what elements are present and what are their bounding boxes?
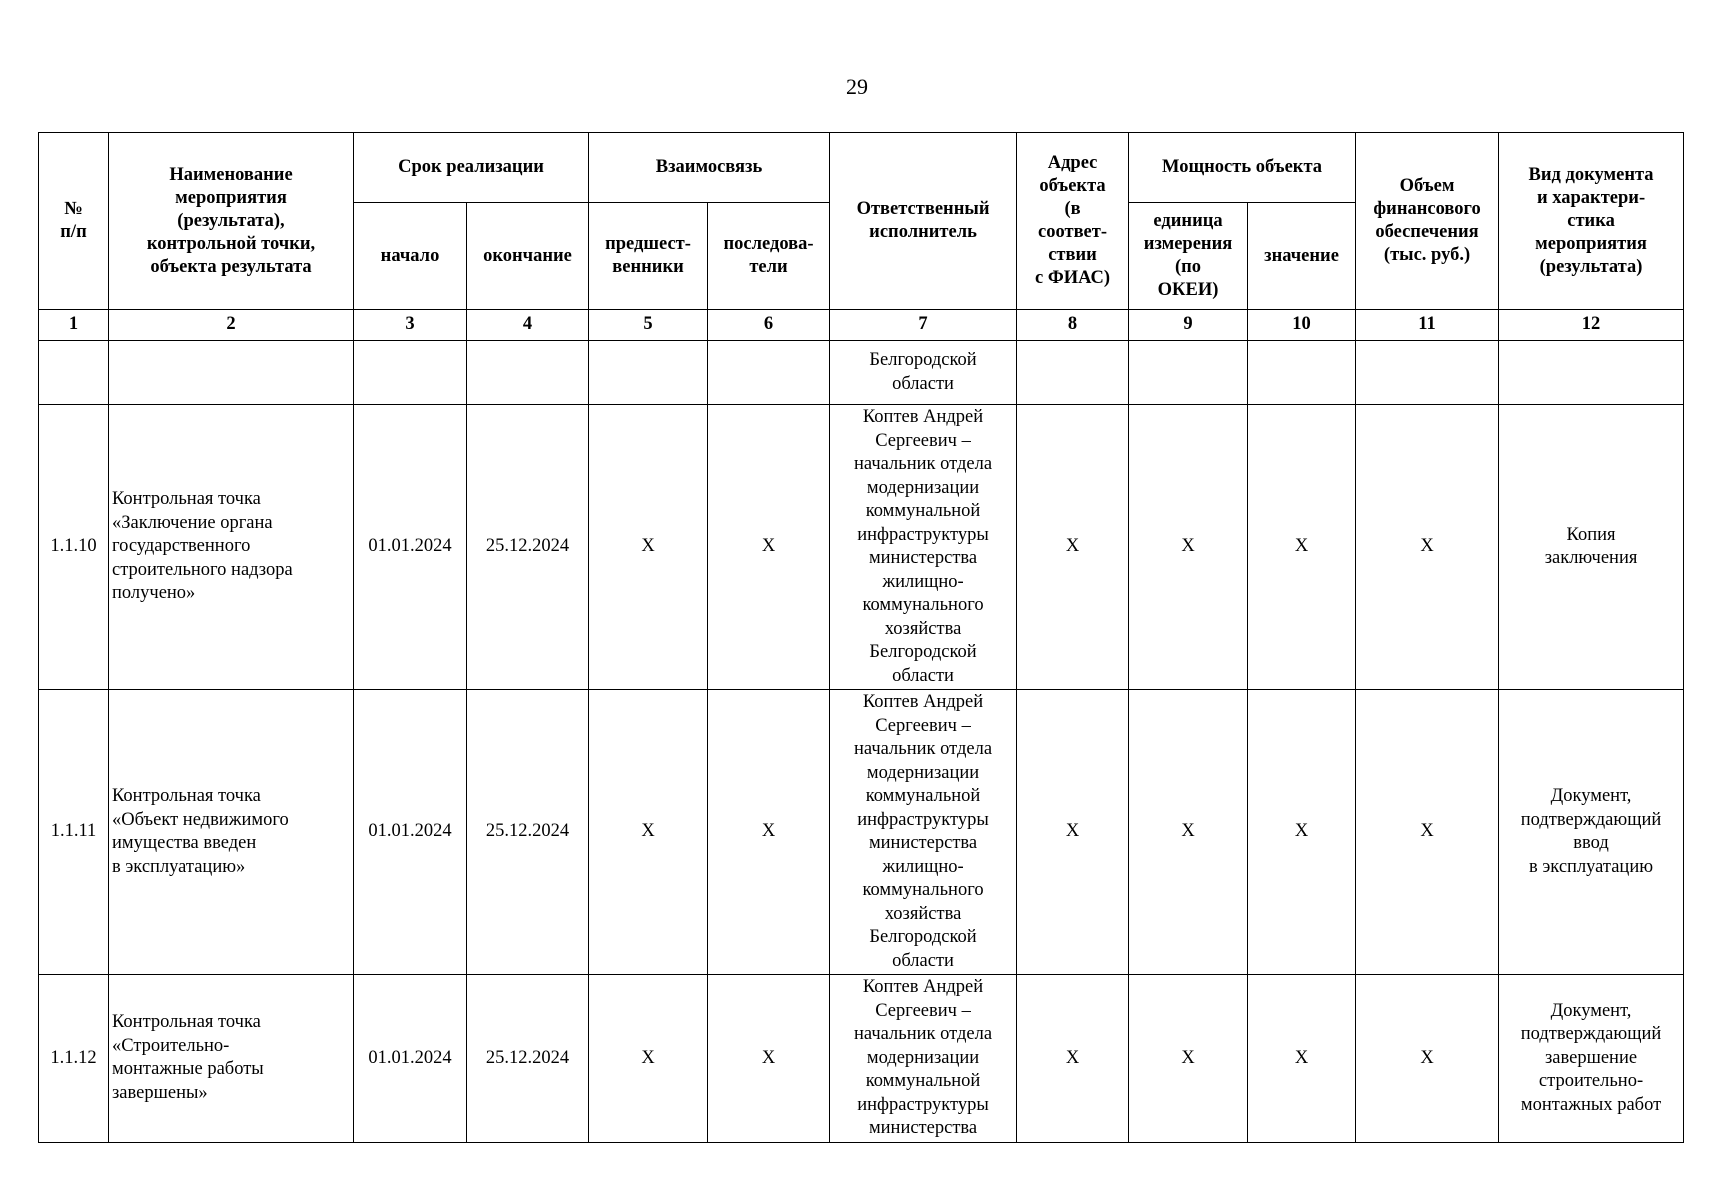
row-unit: Х — [1129, 975, 1248, 1143]
column-number: 9 — [1129, 310, 1248, 341]
row-name: Контрольная точка «Заключение органа государственного строительного надзора получено» — [109, 405, 354, 690]
column-number: 12 — [1499, 310, 1684, 341]
header-finance: Объем финансового обеспечения (тыс. руб.) — [1356, 133, 1499, 310]
row-finance: Х — [1356, 975, 1499, 1143]
row-start: 01.01.2024 — [354, 975, 467, 1143]
header-value: значение — [1248, 203, 1356, 310]
row-number: 1.1.10 — [39, 405, 109, 690]
column-number-row — [39, 310, 1684, 341]
table-row — [39, 690, 1684, 975]
row-document: Документ, подтверждающий ввод в эксплуатацию — [1499, 690, 1684, 975]
table-row-continuation — [39, 341, 1684, 405]
header-capacity-group: Мощность объекта — [1129, 133, 1356, 203]
header-document: Вид документа и характери- стика мероприятия (результата) — [1499, 133, 1684, 310]
row-address: Х — [1017, 975, 1129, 1143]
column-number: 8 — [1017, 310, 1129, 341]
column-number: 4 — [467, 310, 589, 341]
row-value: Х — [1248, 690, 1356, 975]
executor-cell: Коптев Андрей Сергеевич – начальник отдела модернизации коммунальной инфраструктуры министерства жилищно- коммунального хозяйства Белгородской области — [830, 690, 1017, 975]
row-unit: Х — [1129, 405, 1248, 690]
table-row — [39, 405, 1684, 690]
header-predecessors: предшест- венники — [589, 203, 708, 310]
header-link-group: Взаимосвязь — [589, 133, 830, 203]
row-name: Контрольная точка «Строительно- монтажные работы завершены» — [109, 975, 354, 1143]
row-address: Х — [1017, 690, 1129, 975]
column-number: 2 — [109, 310, 354, 341]
row-start: 01.01.2024 — [354, 405, 467, 690]
header-name: Наименование мероприятия (результата), контрольной точки, объекта результата — [109, 133, 354, 310]
row-document: Копия заключения — [1499, 405, 1684, 690]
row-successors: Х — [708, 690, 830, 975]
row-value: Х — [1248, 405, 1356, 690]
row-finance: Х — [1356, 690, 1499, 975]
column-number: 10 — [1248, 310, 1356, 341]
table-row — [39, 975, 1684, 1143]
column-number: 7 — [830, 310, 1017, 341]
header-address: Адрес объекта (в соответ- ствии с ФИАС) — [1017, 133, 1129, 310]
column-number: 6 — [708, 310, 830, 341]
row-end: 25.12.2024 — [467, 690, 589, 975]
column-number: 1 — [39, 310, 109, 341]
row-end: 25.12.2024 — [467, 975, 589, 1143]
header-successors: последова- тели — [708, 203, 830, 310]
plan-table — [38, 132, 1684, 1143]
row-predecessors: Х — [589, 975, 708, 1143]
column-number: 5 — [589, 310, 708, 341]
executor-cell: Коптев Андрей Сергеевич – начальник отдела модернизации коммунальной инфраструктуры министерства — [830, 975, 1017, 1143]
row-end: 25.12.2024 — [467, 405, 589, 690]
row-successors: Х — [708, 975, 830, 1143]
column-number: 11 — [1356, 310, 1499, 341]
header-number: № п/п — [39, 133, 109, 310]
header-executor: Ответственный исполнитель — [830, 133, 1017, 310]
row-number: 1.1.12 — [39, 975, 109, 1143]
header-unit: единица измерения (по ОКЕИ) — [1129, 203, 1248, 310]
executor-cell: Белгородской области — [830, 341, 1017, 405]
row-predecessors: Х — [589, 690, 708, 975]
row-document: Документ, подтверждающий завершение строительно- монтажных работ — [1499, 975, 1684, 1143]
header-term-group: Срок реализации — [354, 133, 589, 203]
row-start: 01.01.2024 — [354, 690, 467, 975]
executor-cell: Коптев Андрей Сергеевич – начальник отдела модернизации коммунальной инфраструктуры министерства жилищно- коммунального хозяйства Белгородской области — [830, 405, 1017, 690]
column-number: 3 — [354, 310, 467, 341]
header-start: начало — [354, 203, 467, 310]
row-value: Х — [1248, 975, 1356, 1143]
row-predecessors: Х — [589, 405, 708, 690]
row-number: 1.1.11 — [39, 690, 109, 975]
row-name: Контрольная точка «Объект недвижимого имущества введен в эксплуатацию» — [109, 690, 354, 975]
page-number: 29 — [846, 74, 868, 99]
row-successors: Х — [708, 405, 830, 690]
row-unit: Х — [1129, 690, 1248, 975]
row-address: Х — [1017, 405, 1129, 690]
header-end: окончание — [467, 203, 589, 310]
row-finance: Х — [1356, 405, 1499, 690]
